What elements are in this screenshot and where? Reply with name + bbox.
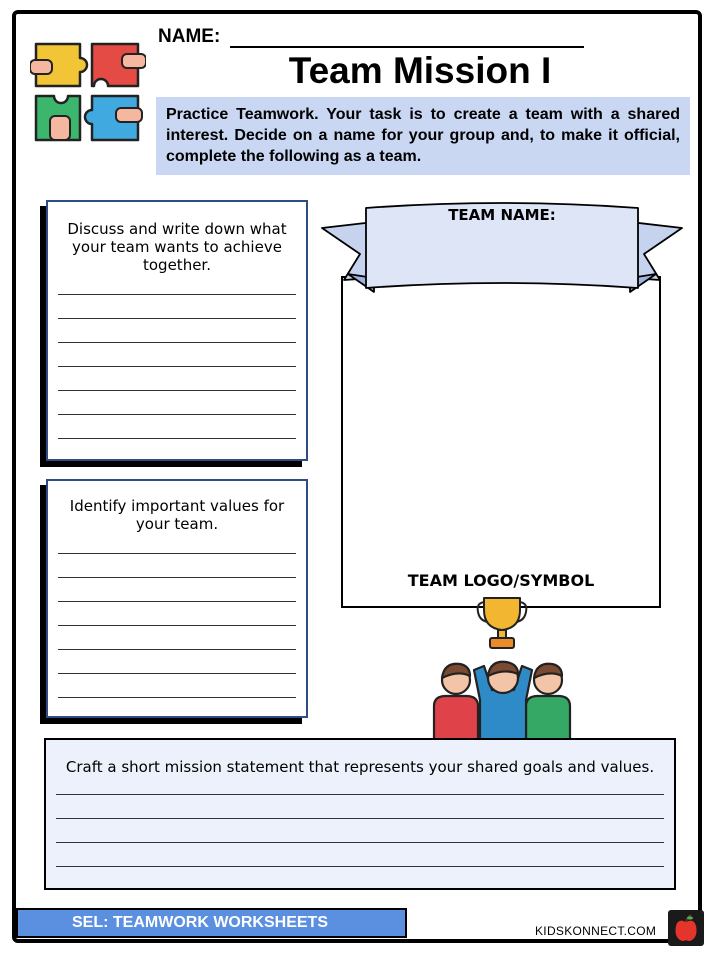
- achieve-box: [46, 200, 308, 461]
- achieve-line[interactable]: [58, 390, 296, 391]
- values-line[interactable]: [58, 697, 296, 698]
- mission-statement-box: [44, 738, 676, 890]
- trophy-icon: [472, 596, 532, 654]
- team-name-label: TEAM NAME:: [448, 206, 556, 224]
- page-title: Team Mission I: [288, 50, 552, 91]
- mission-prompt: Craft a short mission statement that represents your shared goals and values.: [65, 758, 655, 776]
- team-logo-label: TEAM LOGO/SYMBOL: [407, 571, 595, 590]
- achieve-line[interactable]: [58, 342, 296, 343]
- values-line[interactable]: [58, 553, 296, 554]
- name-label: NAME:: [158, 26, 221, 47]
- values-box: [46, 479, 308, 718]
- values-prompt: Identify important values for your team.: [69, 497, 285, 533]
- instructions-panel: Practice Teamwork. Your task is to create a team with a shared interest. Decide on a name for your group and, to make it official, complete the following as a team.: [156, 97, 690, 175]
- cheering-team-icon: [428, 650, 578, 740]
- mission-line[interactable]: [56, 866, 664, 867]
- team-logo-panel[interactable]: [341, 276, 661, 608]
- values-line[interactable]: [58, 649, 296, 650]
- mission-line[interactable]: [56, 842, 664, 843]
- values-line[interactable]: [58, 601, 296, 602]
- achieve-line[interactable]: [58, 414, 296, 415]
- achieve-line[interactable]: [58, 438, 296, 439]
- values-line[interactable]: [58, 577, 296, 578]
- achieve-line[interactable]: [58, 294, 296, 295]
- achieve-line[interactable]: [58, 318, 296, 319]
- series-footer-bar: SEL: TEAMWORK WORKSHEETS: [16, 908, 407, 938]
- values-line[interactable]: [58, 625, 296, 626]
- achieve-prompt: Discuss and write down what your team wants to achieve together.: [67, 220, 287, 274]
- values-line[interactable]: [58, 673, 296, 674]
- mission-line[interactable]: [56, 818, 664, 819]
- puzzle-hands-icon: [30, 36, 146, 148]
- site-footer[interactable]: KIDSKONNECT.COM: [535, 924, 657, 938]
- achieve-line[interactable]: [58, 366, 296, 367]
- name-write-line[interactable]: [230, 46, 584, 48]
- mission-line[interactable]: [56, 794, 664, 795]
- apple-icon: [668, 910, 704, 946]
